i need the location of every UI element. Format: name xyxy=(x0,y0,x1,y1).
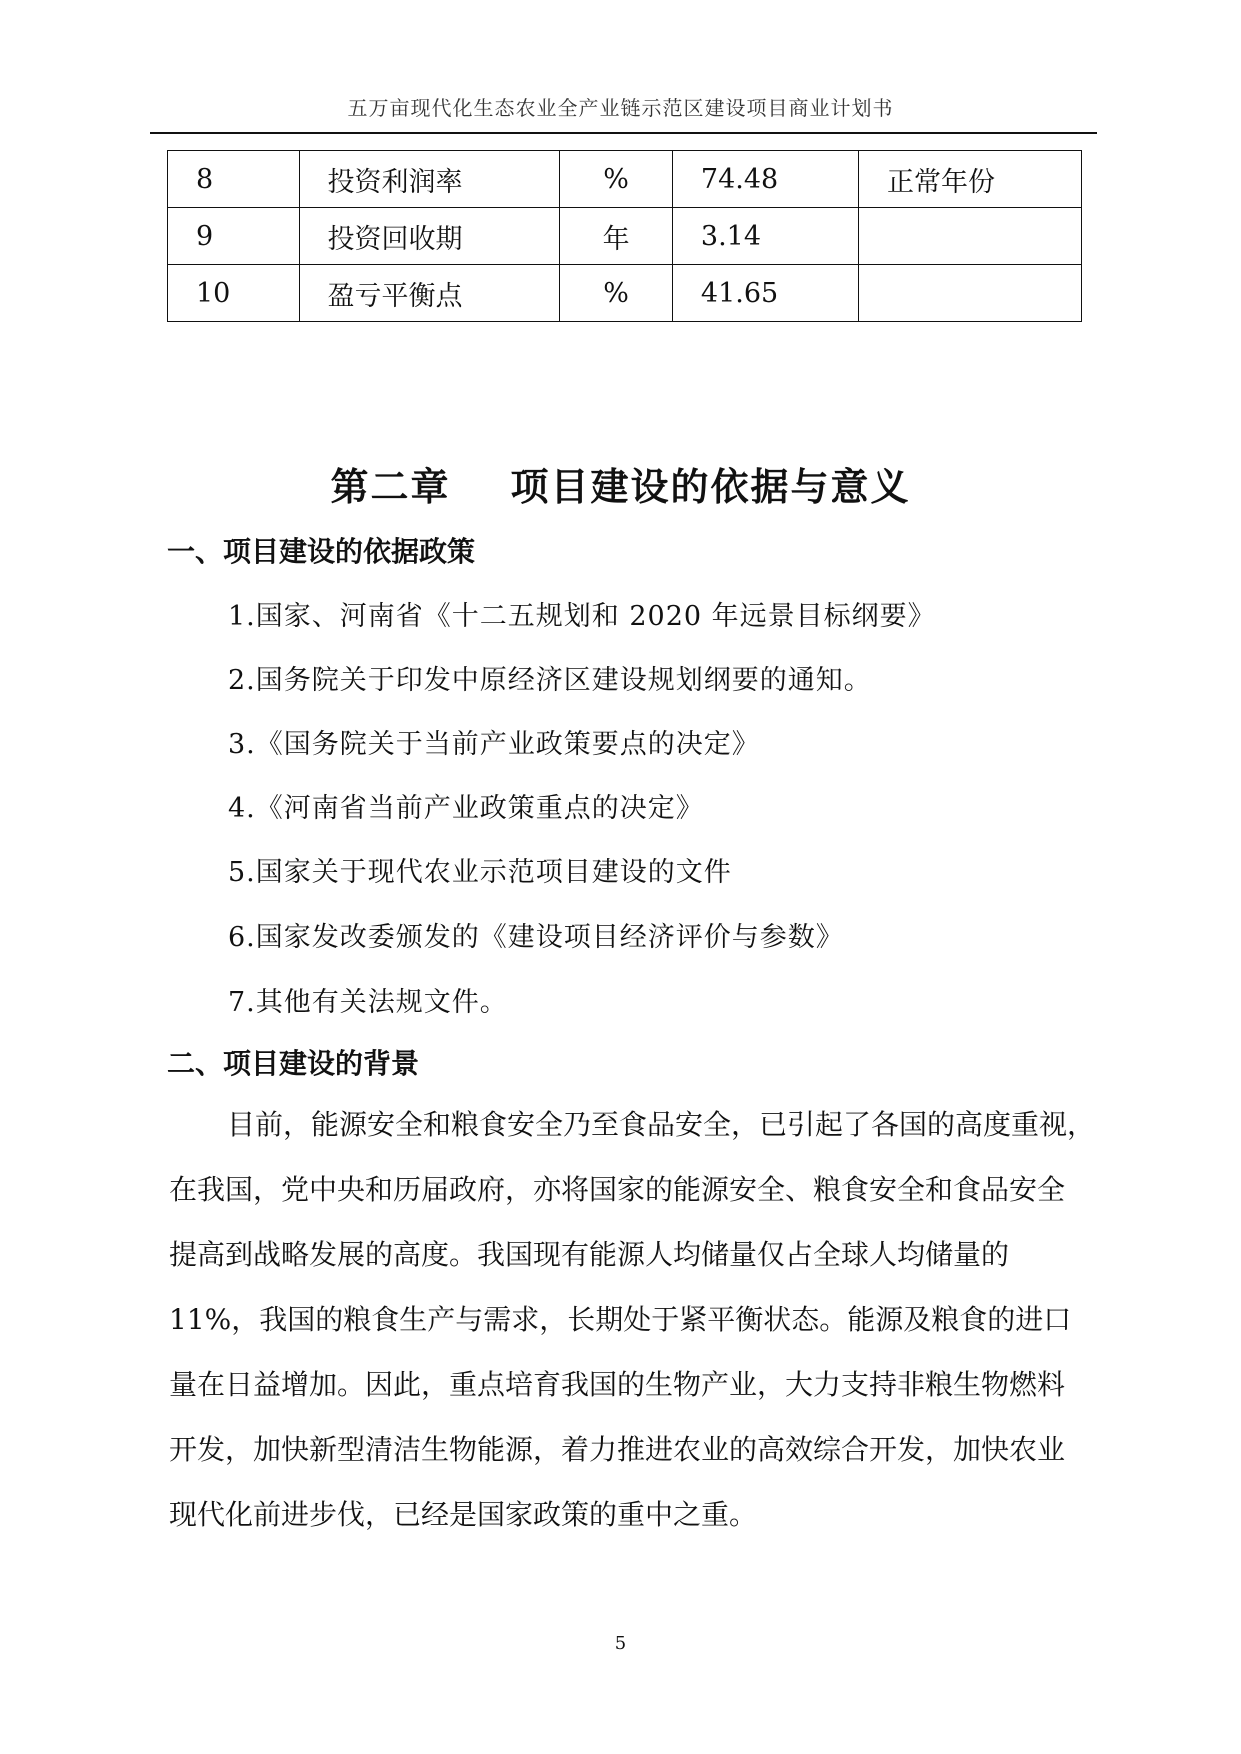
row-number: 8 xyxy=(168,151,300,208)
indicator-name: 盈亏平衡点 xyxy=(299,265,560,322)
policy-item: 7.其他有关法规文件。 xyxy=(228,987,508,1018)
indicator-unit: % xyxy=(560,265,673,322)
row-number: 10 xyxy=(168,265,300,322)
section-heading-basis: 一、项目建设的依据政策 xyxy=(167,535,476,568)
indicator-unit: 年 xyxy=(560,208,673,265)
paragraph-line: 目前，能源安全和粮食安全乃至食品安全，已引起了各国的高度重视， xyxy=(227,1108,1096,1141)
paragraph-line: 现代化前进步伐，已经是国家政策的重中之重。 xyxy=(169,1498,758,1531)
indicator-value: 3.14 xyxy=(672,208,858,265)
indicator-note: 正常年份 xyxy=(859,151,1082,208)
chapter-number: 第二章 xyxy=(330,464,451,509)
header-divider xyxy=(150,132,1097,134)
paragraph-line: 开发，加快新型清洁生物能源，着力推进农业的高效综合开发，加快农业 xyxy=(169,1433,1066,1466)
indicator-value: 74.48 xyxy=(672,151,858,208)
paragraph-line: 提高到战略发展的高度。我国现有能源人均储量仅占全球人均储量的 xyxy=(169,1238,1010,1271)
policy-item: 5.国家关于现代农业示范项目建设的文件 xyxy=(228,857,732,888)
document-header-title: 五万亩现代化生态农业全产业链示范区建设项目商业计划书 xyxy=(347,96,894,120)
indicator-note xyxy=(859,208,1082,265)
table-row xyxy=(168,151,1082,208)
paragraph-line: 在我国，党中央和历届政府，亦将国家的能源安全、粮食安全和食品安全 xyxy=(169,1173,1066,1206)
indicator-note xyxy=(859,265,1082,322)
policy-item: 6.国家发改委颁发的《建设项目经济评价与参数》 xyxy=(228,922,844,953)
paragraph-line: 11%，我国的粮食生产与需求，长期处于紧平衡状态。能源及粮食的进口 xyxy=(169,1303,1072,1336)
section-heading-background: 二、项目建设的背景 xyxy=(167,1047,420,1080)
policy-item: 3.《国务院关于当前产业政策要点的决定》 xyxy=(228,729,760,760)
policy-item: 2.国务院关于印发中原经济区建设规划纲要的通知。 xyxy=(228,665,872,696)
indicator-name: 投资利润率 xyxy=(299,151,560,208)
paragraph-line: 量在日益增加。因此，重点培育我国的生物产业，大力支持非粮生物燃料 xyxy=(169,1368,1066,1401)
chapter-heading xyxy=(0,456,1241,511)
row-number: 9 xyxy=(168,208,300,265)
table-row xyxy=(168,265,1082,322)
policy-item: 1.国家、河南省《十二五规划和 2020 年远景目标纲要》 xyxy=(228,601,936,632)
background-paragraph xyxy=(169,1092,1096,1547)
indicator-unit: % xyxy=(560,151,673,208)
chapter-title: 项目建设的依据与意义 xyxy=(510,464,911,509)
indicator-value: 41.65 xyxy=(672,265,858,322)
policy-item: 4.《河南省当前产业政策重点的决定》 xyxy=(228,793,704,824)
metrics-table xyxy=(167,150,1082,322)
indicator-name: 投资回收期 xyxy=(299,208,560,265)
page-number: 5 xyxy=(614,1633,627,1654)
table-row xyxy=(168,208,1082,265)
